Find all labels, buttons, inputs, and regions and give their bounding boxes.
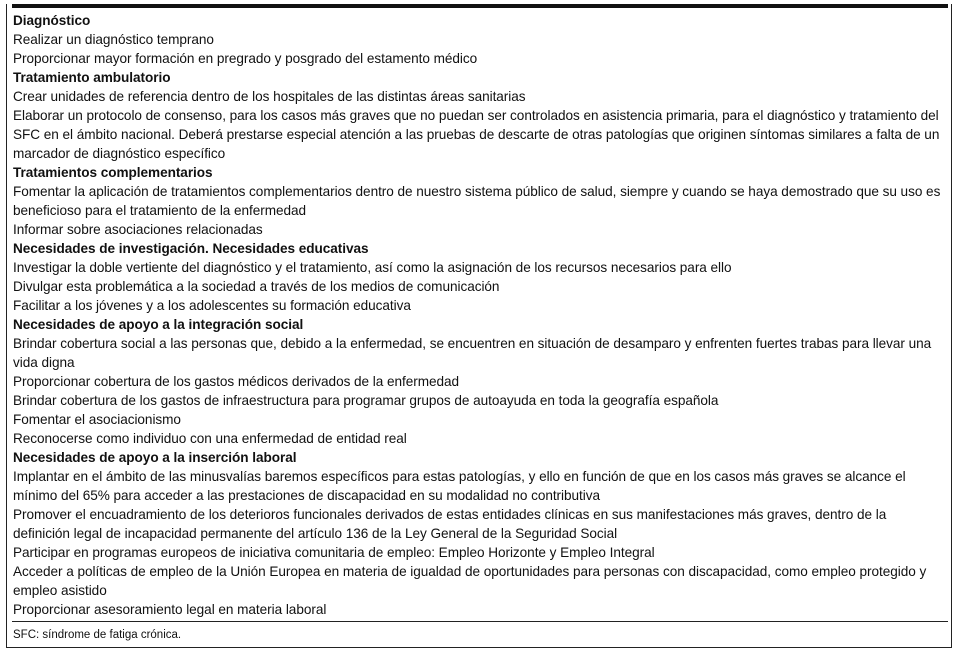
table-row: Proporcionar cobertura de los gastos médicos derivados de la enfermedad bbox=[13, 374, 460, 389]
section-heading: Diagnóstico bbox=[13, 13, 91, 28]
table-row: Investigar la doble vertiente del diagnóstico y el tratamiento, así como la asignación de los recursos necesarios para ello bbox=[13, 260, 732, 275]
table-row: Proporcionar mayor formación en pregrado y posgrado del estamento médico bbox=[13, 51, 478, 66]
section-heading: Necesidades de apoyo a la integración social bbox=[13, 317, 304, 332]
table-row: Brindar cobertura de los gastos de infraestructura para programar grupos de autoayuda en toda la geografía española bbox=[13, 393, 719, 408]
table-row: Realizar un diagnóstico temprano bbox=[13, 32, 214, 47]
footnote-rule bbox=[12, 621, 948, 622]
footnote: SFC: síndrome de fatiga crónica. bbox=[13, 629, 182, 641]
table-row: Brindar cobertura social a las personas que, debido a la enfermedad, se encuentren en situación de desamparo y enfrenten fuertes trabas para llevar una vida digna bbox=[13, 336, 932, 370]
table-row: Divulgar esta problemática a la sociedad a través de los medios de comunicación bbox=[13, 279, 500, 294]
table-row: Fomentar el asociacionismo bbox=[13, 412, 181, 427]
table-row: Reconocerse como individuo con una enfermedad de entidad real bbox=[13, 431, 407, 446]
table-row: Proporcionar asesoramiento legal en materia laboral bbox=[13, 602, 327, 617]
table-row: Crear unidades de referencia dentro de los hospitales de las distintas áreas sanitarias bbox=[13, 89, 526, 104]
table-row: Acceder a políticas de empleo de la Unión Europea en materia de igualdad de oportunidades para personas con discapacidad, como empleo protegido y empleo asistido bbox=[13, 564, 927, 598]
table-row: Participar en programas europeos de iniciativa comunitaria de empleo: Empleo Horizonte y Empleo Integral bbox=[13, 545, 655, 560]
section-heading: Necesidades de investigación. Necesidades educativas bbox=[13, 241, 369, 256]
table-row: Promover el encuadramiento de los deterioros funcionales derivados de estas entidades clínicas en sus manifestaciones más graves, dentro de la definición legal de incapacidad permanente del artículo 136 de la Ley General de la Seguridad Social bbox=[13, 507, 887, 541]
table-row: Informar sobre asociaciones relacionadas bbox=[13, 222, 263, 237]
top-rule bbox=[12, 4, 948, 8]
table-row: Fomentar la aplicación de tratamientos complementarios dentro de nuestro sistema público de salud, siempre y cuando se haya demostrado que su uso es beneficioso para el tratamiento de la enfermedad bbox=[13, 184, 941, 218]
table-body bbox=[13, 11, 945, 619]
table-row: Elaborar un protocolo de consenso, para los casos más graves que no puedan ser controlados en asistencia primaria, para el diagnóstico y tratamiento del SFC en el ámbito nacional. Deberá prestarse especial atención a las pruebas de descarte de otras patologías que originen síntomas similares a falta de un marcador de diagnóstico específico bbox=[13, 108, 940, 161]
table-row: Facilitar a los jóvenes y a los adolescentes su formación educativa bbox=[13, 298, 411, 313]
section-heading: Tratamientos complementarios bbox=[13, 165, 213, 180]
table-row: Implantar en el ámbito de las minusvalías baremos específicos para estas patologías, y ello en función de que en los casos más graves se alcance el mínimo del 65% para acceder a las prestaciones de discapacidad en su modalidad no contributiva bbox=[13, 469, 906, 503]
section-heading: Necesidades de apoyo a la inserción laboral bbox=[13, 450, 297, 465]
section-heading: Tratamiento ambulatorio bbox=[13, 70, 171, 85]
